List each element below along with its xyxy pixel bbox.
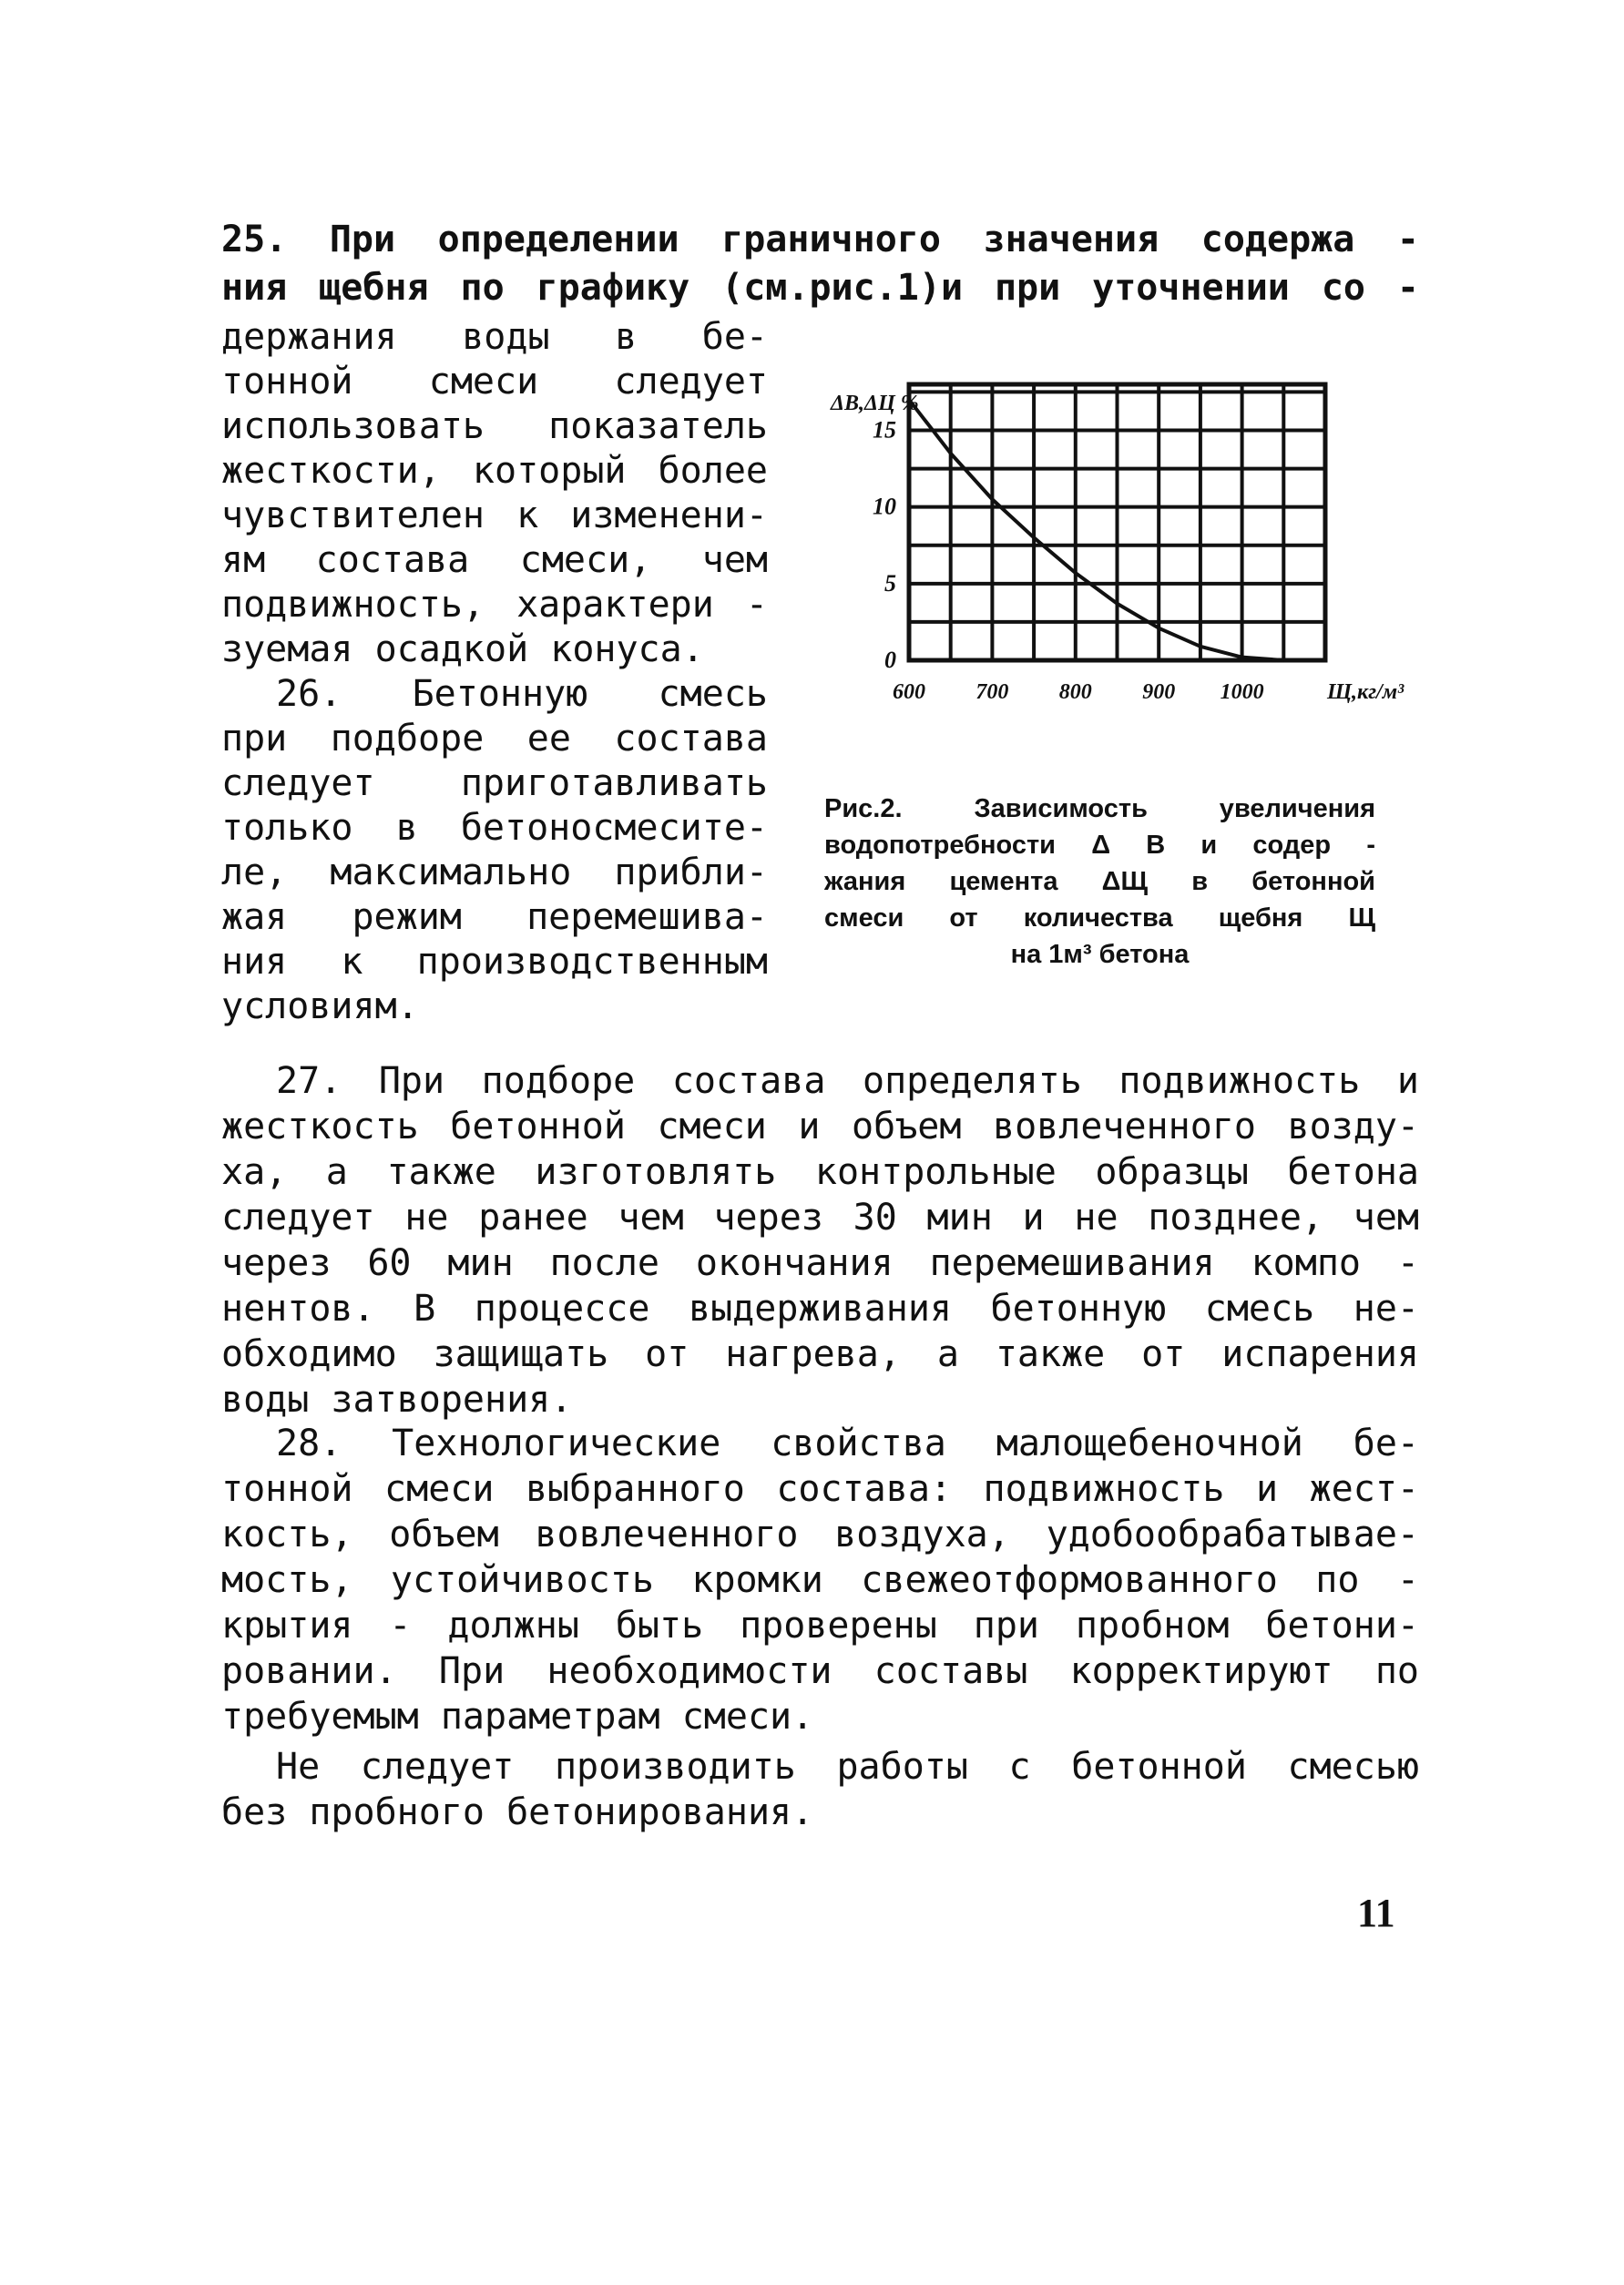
p28-line: кость, объем вовлеченного воздуха, удобообрабатывае- xyxy=(221,1514,1419,1556)
p26-narrow-line: ле, максимально прибли- xyxy=(221,852,768,893)
x-axis-label: Щ,кг/м³ xyxy=(1327,680,1404,704)
p25-narrow-line: жесткости, который более xyxy=(221,450,768,492)
caption-line: водопотребности Δ В и содер - xyxy=(824,831,1375,860)
paragraph-27 xyxy=(221,1058,1419,1423)
x-tick-label: 600 xyxy=(893,680,925,704)
p27-line: обходимо защищать от нагрева, а также от испарения xyxy=(221,1333,1419,1375)
caption-line: на 1м³ бетона xyxy=(1010,940,1190,969)
y-tick-label: 5 xyxy=(884,569,896,597)
p27-line: нентов. В процессе выдерживания бетонную смесь не- xyxy=(221,1288,1419,1330)
p26-narrow-line: условиям. xyxy=(221,985,419,1027)
closing-note xyxy=(221,1744,1419,1835)
x-tick-label: 800 xyxy=(1058,680,1092,704)
p25-narrow-line: тонной смеси следует xyxy=(221,361,768,403)
x-tick-label: 700 xyxy=(975,680,1009,704)
y-axis-label: ΔВ,ΔЦ % xyxy=(831,392,919,415)
p27-line: жесткость бетонной смеси и объем вовлеченного возду- xyxy=(221,1106,1419,1148)
p28-line: требуемым параметрам смеси. xyxy=(221,1696,814,1738)
note-line: без пробного бетонирования. xyxy=(221,1791,814,1833)
y-tick-label: 15 xyxy=(873,416,896,444)
p26-narrow-line: при подборе ее состава xyxy=(221,718,768,760)
figure-caption xyxy=(824,791,1375,973)
p26-narrow-line: 26. Бетонную смесь xyxy=(276,673,768,715)
note-line: Не следует производить работы с бетонной смесью xyxy=(276,1746,1419,1788)
p27-line: 27. При подборе состава определять подвижность и xyxy=(276,1060,1419,1102)
p25-line-2: ния щебня по графику (см.рис.1)и при уточнении со - xyxy=(221,267,1419,309)
p27-line: ха, а также изготовлять контрольные образцы бетона xyxy=(221,1151,1419,1193)
p25-narrow-line: ям состава смеси, чем xyxy=(221,539,768,581)
p28-line: ровании. При необходимости составы корректируют по xyxy=(221,1650,1419,1692)
y-tick-label: 0 xyxy=(884,647,896,673)
narrow-column xyxy=(221,315,768,1029)
p25-narrow-line: зуемая осадкой конуса. xyxy=(221,628,704,670)
p25-narrow-line: держания воды в бе- xyxy=(221,316,768,358)
p26-narrow-line: ния к производственным xyxy=(221,941,768,983)
y-tick-label: 10 xyxy=(873,493,896,520)
page-number: 11 xyxy=(1357,1891,1395,1935)
x-tick-label: 1000 xyxy=(1220,680,1264,704)
caption-line: жания цемента ΔЩ в бетонной xyxy=(824,867,1375,896)
paragraph-28 xyxy=(221,1421,1419,1739)
p28-line: тонной смеси выбранного состава: подвижность и жест- xyxy=(221,1468,1419,1510)
p27-line: воды затворения. xyxy=(221,1379,573,1421)
p28-line: крытия - должны быть проверены при пробном бетони- xyxy=(221,1605,1419,1647)
caption-line: Рис.2. Зависимость увеличения xyxy=(824,794,1375,823)
p27-line: через 60 мин после окончания перемешивания компо - xyxy=(221,1242,1419,1284)
x-tick-label: 900 xyxy=(1142,680,1176,704)
p25-line-1: 25. При определении граничного значения содержа - xyxy=(221,219,1419,260)
p25-narrow-line: подвижность, характери - xyxy=(221,584,768,626)
p25-narrow-line: чувствителен к изменени- xyxy=(221,495,768,536)
p26-narrow-line: жая режим перемешива- xyxy=(221,896,768,938)
p25-narrow-line: использовать показатель xyxy=(221,405,768,447)
caption-line: смеси от количества щебня Щ xyxy=(824,903,1375,933)
p27-line: следует не ранее чем через 30 мин и не позднее, чем xyxy=(221,1197,1419,1239)
p26-narrow-line: только в бетоносмесите- xyxy=(221,807,768,849)
p28-line: мость, устойчивость кромки свежеотформованного по - xyxy=(221,1559,1419,1601)
dependency-chart xyxy=(774,364,1404,729)
p28-line: 28. Технологические свойства малощебеночной бе- xyxy=(276,1423,1419,1464)
p26-narrow-line: следует приготавливать xyxy=(221,762,768,804)
